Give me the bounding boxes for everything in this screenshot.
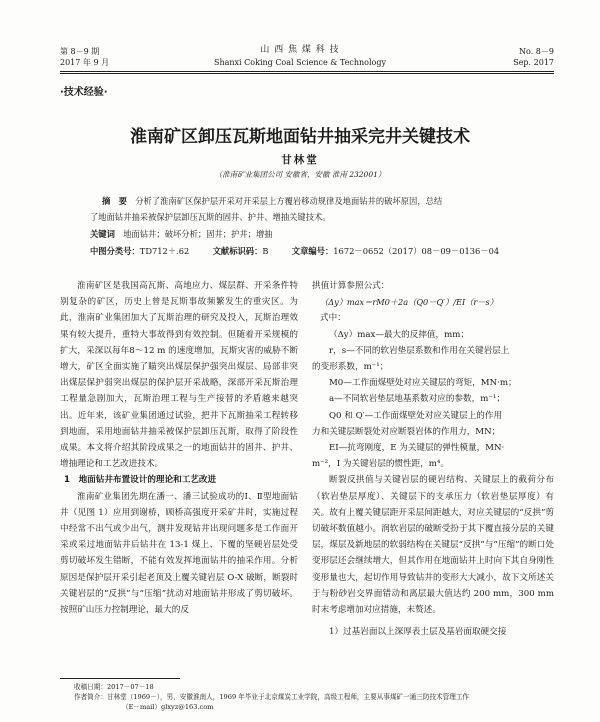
text-line: 和工艺改进技术。: [94, 459, 164, 470]
doc-code: B: [262, 246, 269, 256]
abstract-line: 了地面钻井抽采被保护层卸压瓦斯的固井、护井、增抽关键技术。: [90, 212, 331, 222]
definition-line: M0—工作面煤壁处对应关键层的弯矩，MN·m；: [329, 378, 517, 389]
definition-line: a—不同软岩垫层地基系数对应的参数，m⁻¹；: [329, 394, 505, 405]
text-line: 应措施，未赘述。: [372, 605, 441, 616]
text-line: 的重灾区。为此，淮南矿业集团加大了瓦斯治理的研: [60, 297, 298, 324]
text-line: 错断，不能有效发挥地面钻井的抽采作用。分析原因: [60, 556, 298, 583]
footnote-rule: [60, 678, 180, 679]
text-line: 断裂反拱值与关键岩层的硬岩结构、关键层上的: [329, 475, 519, 486]
text-line: 及新地层的软弱结构在关键层“反拱”与“压缩”的断: [346, 540, 537, 551]
right-column: [312, 278, 554, 640]
received-date: 收稿日期：2017－07－18: [74, 683, 154, 691]
text-line: 的矛盾越来越突出。近年来，该矿业集团通过试验，: [60, 394, 298, 421]
issue-number-en: No. 8－9: [519, 47, 554, 56]
text-line: 和离层最大值达约 200 mm，300 mm 时末考虑增加对: [312, 588, 554, 616]
issue-number-cn: 第 8－9 期: [60, 47, 100, 56]
text-line: 8～12 m 的速度增加，瓦斯灾害的威胁不断增大，矿: [60, 345, 298, 373]
text-line: 其阶段成果之一的地面钻井的固井、护井、增抽理论: [60, 443, 298, 470]
formula: （Δy）max＝rM0＋2a（Q0－Q′）/EI（r－s）: [320, 297, 498, 308]
body-paragraph: [312, 472, 554, 618]
body-paragraph: [60, 489, 298, 619]
definition-line: Q0 和 Q′—工作面煤壁处对应关键层上的作用: [329, 410, 503, 421]
definition-line: （Δy）max—最大的反摔值，mm；: [329, 329, 470, 340]
intro-paragraph: [60, 278, 298, 472]
definition-line: 的变形系数，m⁻¹；: [312, 362, 389, 373]
text-line: 向下其自身刚性变形量也大，起切作用导致钻井的变: [312, 556, 554, 583]
abstract-line: 分析了淮南矿区保护层开采对开采层上方覆岩移动规律及地面钻井的破坏原因，总结: [135, 196, 443, 206]
text-line: 截荷分布（软岩垫层厚度）、关键层下的支承压力（软: [312, 475, 554, 502]
issue-date-cn: 2017 年 9 月: [60, 58, 110, 67]
text-line: 瓦斯治理工程量急剧加大，瓦斯治理工程与生产接替: [60, 378, 298, 405]
text-line: 岩垫层厚度）有关。故有上覆关键层距开采层间距: [312, 491, 554, 518]
text-line: 形成了剪切破坏。按照矿山压力控制理论，最大的反: [60, 588, 298, 616]
definition-line: r，s—不同的软岩垫层系数和作用在关键岩层上: [329, 345, 510, 356]
text-line: 断裂时关键岩层的“反拱”与“压缩”扰动对地面钻井: [60, 572, 298, 599]
author-email: （E－mail）glxyz@163.com: [122, 703, 214, 711]
clc-number: TD712＋.62: [139, 246, 190, 256]
abstract: [90, 193, 528, 259]
doc-code-label: 文献标识码：: [212, 246, 263, 256]
keywords: 地面钻井；破坏分析；固井；护井；增抽: [123, 229, 273, 239]
text-line: 出煤层保护弱突出煤层的保护层开采战略，深部开采: [60, 378, 263, 389]
journal-title-en: Shanxi Coking Coal Science & Technology: [213, 58, 387, 67]
definition-line: m⁻²，I 为关键岩层的惯性距，m⁴。: [312, 459, 449, 470]
author-affiliation: （淮南矿业集团公司 安徽省，安徽 淮南 232001）: [214, 170, 386, 179]
text-line: 到有效控制。但随着开采规模的扩大，采深以每年: [60, 329, 298, 356]
article-number-label: 文章编号：: [291, 246, 334, 256]
text-line: 条件特别复杂的矿区，历史上曾是瓦斯事故频繁发生: [60, 281, 298, 308]
text-line: 被保护层卸压瓦斯，取得了阶段性成果。本文将介绍: [60, 426, 298, 454]
clc-label: 中图分类号：: [90, 246, 140, 256]
text-line: 淮南矿区是我国高瓦斯、高地应力、煤层群、开采: [77, 281, 272, 291]
issue-date-en: Sep. 2017: [513, 58, 554, 67]
author-name: 甘林堂: [281, 154, 319, 166]
text-line: 井在 13-1 煤上、下覆的坚硬岩层处受剪切破坏发生: [60, 540, 298, 567]
header-rule: [60, 71, 554, 72]
text-line: 淮南矿业集团先期在潘一、潘三试验成功的Ⅰ、: [77, 491, 257, 502]
body-paragraph: 1）过基岩面以上深厚表土层及基岩面取硬交接: [329, 627, 507, 638]
text-line: Ⅱ型地面钻井（见图 1）应用到谢桥，顾桥高强度开采: [60, 491, 298, 518]
text-line: 软岩层的破断受扮于其下覆直接分层的关键层，煤层: [312, 524, 554, 551]
definition-line: EI—抗弯刚度，E 为关键层的弹性模量，MN·: [329, 443, 505, 454]
text-line: 口处变形层还会继续增大，但其作用在地面钻井上时: [312, 540, 554, 567]
text-line: 究及投入，瓦斯治理效果有较大提升，重特大事故得: [60, 313, 298, 340]
article-number: 1672－0652（2017）08－09－0136－04: [333, 246, 500, 256]
text-line: 是保护层开采引起老顶及上覆关键岩层 O-X 破断，: [77, 572, 273, 583]
text-line: 矿井时，实施过程中经常不出气或少出气，测井发现: [60, 507, 298, 535]
column-tag: ·技术经验·: [60, 87, 108, 98]
journal-title-cn: 山 西 焦 煤 科 技: [260, 45, 340, 55]
text-line: 越大，对应关键层的“反拱”剪切破坏数值越小。润: [312, 507, 554, 535]
text-line: 形大大减小，故下文所述关于与粉砂岩交界面错动: [312, 572, 554, 599]
definition-line: 力和关键层断裂处对应断裂岩体的作用力，MN；: [312, 426, 501, 437]
article-title: 淮南矿区卸压瓦斯地面钻井抽采完井关键技术: [130, 127, 470, 147]
keywords-label: 关键词: [90, 229, 115, 239]
footnote: [60, 682, 560, 712]
section-heading: 1 地面钻井布置设计的理论和工艺改进: [64, 475, 217, 486]
formula-where: 式中：: [320, 313, 346, 324]
formula-intro: 拱值计算参照公式：: [312, 281, 390, 291]
text-line: 钻井出现问题多是工作面开采或采过地面钻井后钻: [60, 524, 298, 551]
header-rule-thin: [60, 73, 554, 74]
left-column: [60, 278, 298, 618]
text-line: 把井下瓦斯抽采工程转移到地面，采用地面钻井抽采: [60, 410, 298, 437]
author-bio: 作者简介：甘林堂（1969－），男，安徽淮南人，1969 年毕业于北京煤炭工业学院，高级工程师，主要从事煤矿一通三防技术管理工作: [74, 693, 470, 701]
abstract-label: 摘 要: [102, 196, 127, 206]
text-line: 区全面实施了瞄突出煤层保护强突出煤层、局部非突: [95, 362, 298, 373]
